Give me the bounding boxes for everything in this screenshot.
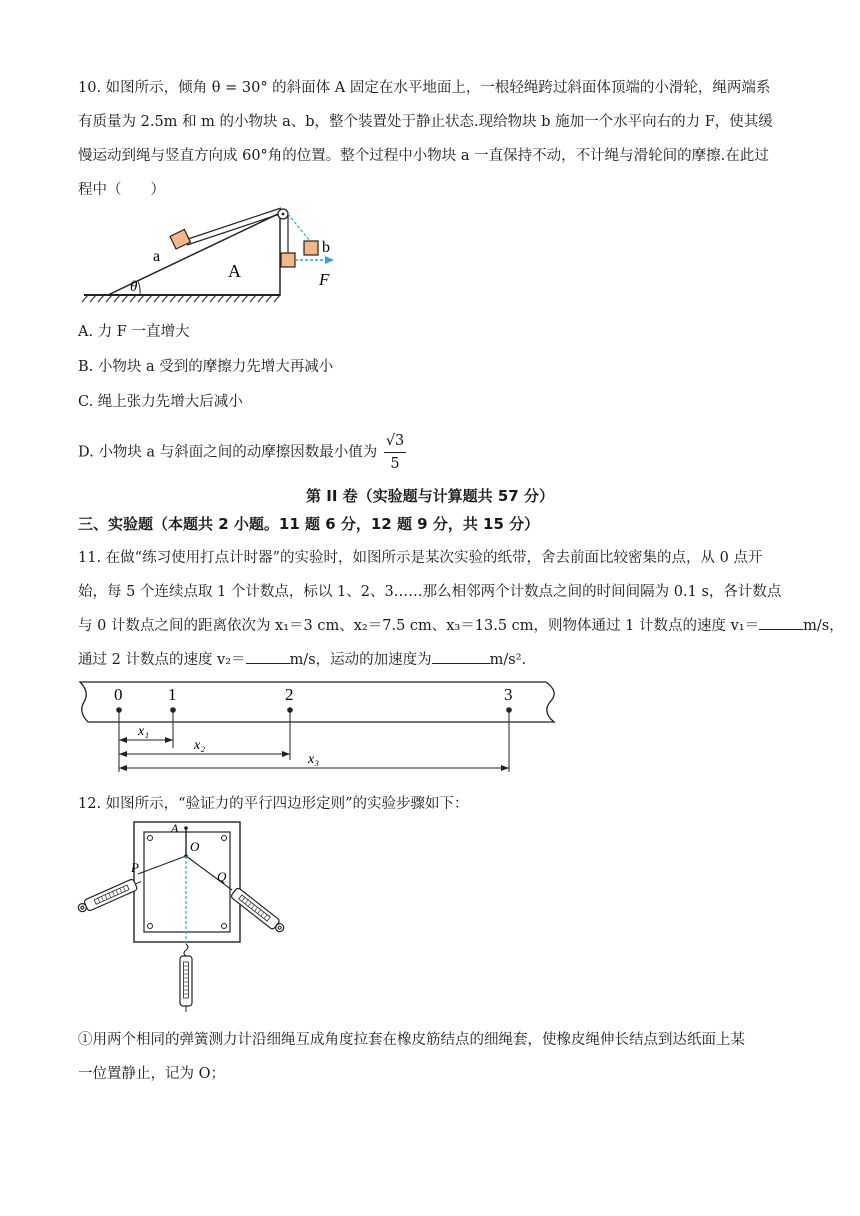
q10-line-3: 慢运动到绳与竖直方向成 60°角的位置。整个过程中小物块 a 一直保持不动，不计绳与滑轮间的摩擦.在此过 — [78, 148, 769, 164]
bottom-spring-scale — [180, 944, 192, 1012]
x1-label: x₁ — [138, 724, 150, 739]
count-point-0: 0 — [114, 685, 123, 704]
block-a-label: a — [153, 248, 161, 265]
answer-blank-v1[interactable] — [759, 615, 803, 630]
answer-blank-v2[interactable] — [246, 649, 290, 664]
fraction-sqrt3-over-5 — [384, 430, 406, 475]
fraction-numerator: √3 — [384, 430, 406, 453]
q10-option-c: C. 绳上张力先增大后减小 — [78, 394, 243, 410]
q12-step1-line-1: ①用两个相同的弹簧测力计沿细绳互成角度拉套在橡皮筋结点的细绳套，使橡皮绳伸长结点到达纸面上某 — [78, 1032, 745, 1048]
q11-line-3 — [78, 614, 844, 635]
x2-label: x₂ — [194, 738, 206, 753]
q11-line-1: 11. 在做“练习使用打点计时器”的实验时，如图所示是某次实验的纸带，舍去前面比较密集的点，从 0 点开 — [78, 550, 763, 566]
incline-figure — [78, 203, 358, 303]
q10-option-d — [78, 430, 406, 475]
q12-step1-line-2: 一位置静止，记为 O； — [78, 1066, 225, 1082]
q10-option-b: B. 小物块 a 受到的摩擦力先增大再减小 — [78, 359, 334, 375]
q12-line-1: 12. 如图所示，“验证力的平行四边形定则”的实验步骤如下： — [78, 796, 469, 812]
fraction-denominator: 5 — [390, 456, 400, 472]
theta-label: θ — [130, 279, 138, 295]
count-point-3: 3 — [504, 685, 513, 704]
q10-option-d-text: D. 小物块 a 与斜面之间的动摩擦因数最小值为 — [78, 444, 378, 461]
point-A-label: A — [171, 821, 179, 835]
count-point-1: 1 — [168, 685, 177, 704]
volume-title: 第 II 卷（实验题与计算题共 57 分） — [306, 487, 554, 505]
x3-label: x₃ — [308, 752, 320, 767]
q10-line-2: 有质量为 2.5m 和 m 的小物块 a、b，整个装置处于静止状态.现给物块 b 施加一个水平向右的力 F，使其缓 — [78, 114, 773, 130]
q11-line-4 — [78, 648, 526, 669]
answer-blank-acceleration[interactable] — [432, 649, 490, 664]
q10-line-1: 10. 如图所示，倾角 θ = 30° 的斜面体 A 固定在水平地面上，一根轻绳跨过斜面体顶端的小滑轮，绳两端系 — [78, 80, 771, 96]
left-spring-scale — [76, 876, 143, 915]
q11-line-4-b: m/s，运动的加速度为 — [289, 652, 432, 668]
block-b-label: b — [322, 239, 330, 256]
paper-tape-figure — [76, 678, 566, 778]
force-F-label: F — [319, 270, 330, 289]
point-O-label: O — [190, 839, 200, 854]
q11-line-4-c: m/s². — [489, 652, 527, 668]
q11-line-2: 始，每 5 个连续点取 1 个计数点，标以 1、2、3……那么相邻两个计数点之间的时间间隔为 0.1 s，各计数点 — [78, 584, 782, 600]
incline-A-label: A — [228, 261, 241, 281]
q11-line-3-text: 与 0 计数点之间的距离依次为 x₁＝3 cm、x₂＝7.5 cm、x₃＝13.5 cm，则物体通过 1 计数点的速度 v₁＝ — [78, 618, 760, 634]
count-point-2: 2 — [285, 685, 294, 704]
parallelogram-experiment-figure — [76, 818, 286, 1013]
section-heading: 三、实验题（本题共 2 小题。11 题 6 分，12 题 9 分，共 15 分） — [78, 515, 540, 533]
q10-option-a: A. 力 F 一直增大 — [78, 324, 190, 340]
point-P-label: P — [131, 860, 139, 875]
q11-line-3-unit: m/s， — [803, 618, 844, 634]
point-Q-label: Q — [217, 869, 227, 884]
q10-line-4: 程中（ ） — [78, 182, 165, 198]
q11-line-4-a: 通过 2 计数点的速度 v₂＝ — [78, 652, 246, 668]
